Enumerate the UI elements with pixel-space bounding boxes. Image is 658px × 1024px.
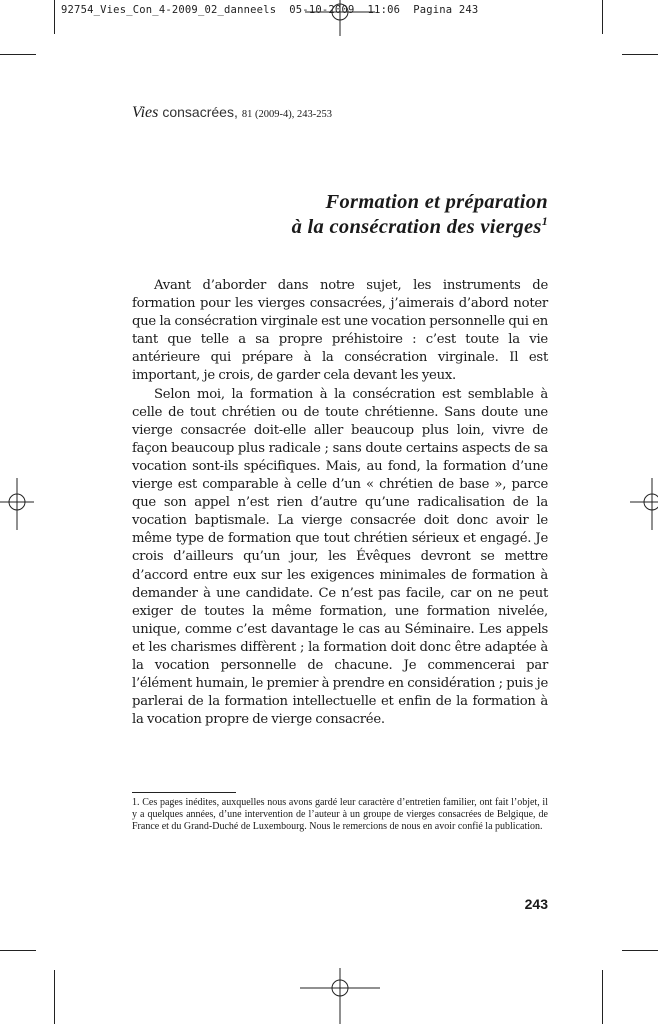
crop-mark-bottom-right-horizontal [622,950,658,951]
title-line-2-text: à la consécration des vierges [291,216,542,238]
slug-date: 05-10-2009 [289,4,355,16]
body-paragraph: Selon moi, la formation à la consécration est semblable à celle de tout chrétien ou de toute chrétienne. Sans doute une vierge consacrée doit-elle aller beaucoup plus loin, vivre de façon beaucoup plus radicale ; sans doute certains aspects de sa vocation sont-ils spécifiques. Mais, au fond, la formation d’une vierge est comparable à celle d’un « chrétien de base », parce que son appel n’est rien d’autre qu’une radicalisation de la vocation baptismale. La vierge consacrée doit donc avoir le même type de formation que tout chrétien sérieux et engagé. Je crois d’ailleurs qu’un jour, les Évêques devront se mettre d’accord entre eux sur les exigences minimales de formation à demander à une candidate. Ce n’est pas facile, car on ne peut exiger de toutes la même formation, une formation nivelée, unique, comme c’est davantage le cas au Séminaire. Les appels et les charismes diffèrent ; la formation doit donc être adaptée à la vocation personnelle de chacune. Je commencerai par l’élément humain, le premier à prendre en considération ; puis je parlerai de la formation intellectuelle et enfin de la formation à la vocation propre de vierge consacrée. [132,386,548,728]
printer-slug-line [61,4,478,16]
article-body [132,277,548,729]
crop-mark-bottom-right-vertical [602,970,603,1024]
slug-time: 11:06 [367,4,401,16]
page-number: 243 [524,896,548,912]
crop-mark-top-right-horizontal [622,54,658,55]
slug-page-label: Pagina 243 [413,4,479,16]
footnote: 1. Ces pages inédites, auxquelles nous avons gardé leur caractère d’entretien familier, ont fait l’objet, il y a quelques années, d’une intervention de l’auteur à un groupe de vierges consacrées de Belgique, de France et du Grand-Duché de Luxembourg. Nous le remercions de nous en avoir confié la publication. [132,797,548,832]
registration-mark-right-icon [630,478,658,530]
journal-name-part2: consacrées, [162,104,238,120]
running-head [132,104,332,122]
crop-mark-top-left-horizontal [0,54,36,55]
crop-mark-top-left-vertical [54,0,55,34]
body-paragraph: Avant d’aborder dans notre sujet, les instruments de formation pour les vierges consacrées, j’aimerais d’abord noter que la consécration virginale est une vocation personnelle qui en tant que telle a sa propre préhistoire : c’est toute la vie antérieure qui prépare à la consécration virginale. Il est important, je crois, de garder cela devant les yeux. [132,278,548,384]
crop-mark-bottom-left-horizontal [0,950,36,951]
slug-filename: 92754_Vies_Con_4-2009_02_danneels [61,4,277,16]
article-title [292,190,548,240]
registration-mark-top-icon [305,0,375,36]
title-line-2 [292,215,548,240]
crop-mark-top-right-vertical [602,0,603,34]
registration-mark-bottom-icon [300,968,380,1024]
registration-mark-left-icon [0,478,34,530]
journal-name-part1: Vies [132,104,159,121]
footnote-marker: 1 [541,214,548,229]
title-line-1: Formation et préparation [325,191,548,213]
crop-mark-bottom-left-vertical [54,970,55,1024]
journal-reference: 81 (2009-4), 243-253 [241,109,332,120]
footnote-separator [132,792,236,793]
